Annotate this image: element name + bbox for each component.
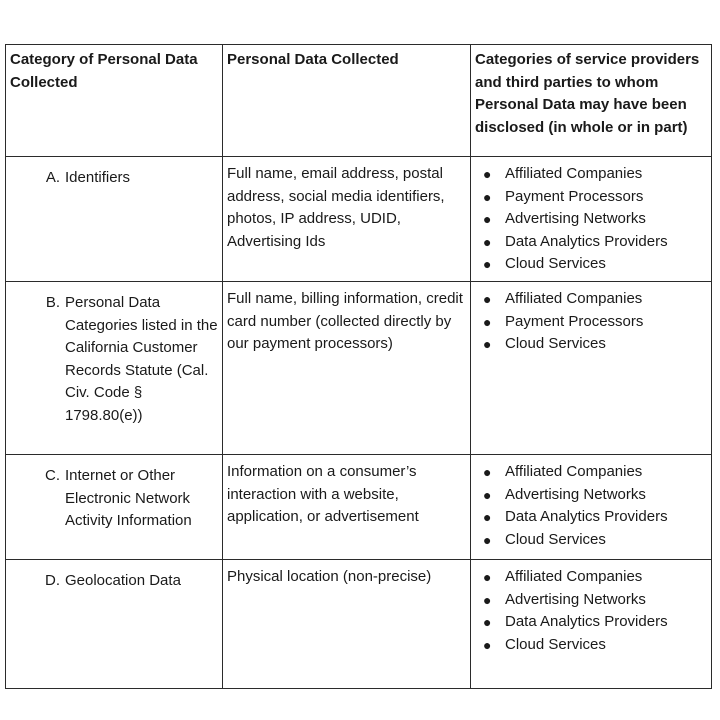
bullet-icon: ● — [483, 336, 492, 352]
category-name: Identifiers — [65, 169, 131, 186]
category-cell — [6, 560, 223, 689]
bullet-icon: ● — [483, 256, 492, 272]
bullet-icon: ● — [483, 636, 492, 653]
personal-data-table — [5, 44, 712, 689]
list-item: ● Payment Processors — [475, 311, 707, 334]
bullet-icon: ● — [483, 591, 492, 608]
list-item: ● Data Analytics Providers — [475, 506, 707, 529]
bullet-icon: ● — [483, 486, 492, 503]
list-item: ● Affiliated Companies — [475, 461, 707, 484]
category-name: Internet or Other Electronic Network Activity Information — [65, 467, 192, 529]
recipients-cell — [471, 455, 712, 560]
category-cell — [6, 455, 223, 560]
recipients-cell — [471, 157, 712, 282]
category-letter: C. — [45, 467, 60, 484]
header-data-collected: Personal Data Collected — [223, 45, 471, 157]
bullet-icon: ● — [483, 233, 492, 250]
category-letter: D. — [45, 572, 60, 589]
list-item: ● Data Analytics Providers — [475, 611, 707, 634]
category-name: Geolocation Data — [65, 572, 181, 589]
data-collected-cell: Full name, billing information, credit card number (collected directly by our payment processors) — [223, 282, 471, 455]
bullet-icon: ● — [483, 531, 492, 548]
list-item: ● Affiliated Companies — [475, 288, 707, 311]
header-recipients: Categories of service providers and third parties to whom Personal Data may have been disclosed (in whole or in part) — [471, 45, 712, 157]
bullet-icon: ● — [483, 614, 492, 630]
data-collected-cell: Information on a consumer’s interaction with a website, application, or advertisement — [223, 455, 471, 560]
data-collected-cell: Full name, email address, postal address, social media identifiers, photos, IP address, UDID, Advertising Ids — [223, 157, 471, 282]
bullet-icon: ● — [483, 569, 492, 585]
category-letter: A. — [45, 169, 60, 186]
list-item: ● Data Analytics Providers — [475, 231, 707, 254]
table-row — [6, 282, 712, 455]
list-item: ● Advertising Networks — [475, 208, 707, 231]
list-item: ● Advertising Networks — [475, 589, 707, 612]
list-item: ● Cloud Services — [475, 253, 707, 276]
bullet-icon: ● — [483, 509, 492, 525]
table-row — [6, 560, 712, 689]
list-item: ● Affiliated Companies — [475, 566, 707, 589]
list-item: ● Cloud Services — [475, 333, 707, 356]
list-item: ● Cloud Services — [475, 634, 707, 657]
recipients-cell — [471, 560, 712, 689]
bullet-icon: ● — [483, 166, 492, 182]
list-item: ● Payment Processors — [475, 186, 707, 209]
table-row — [6, 455, 712, 560]
category-cell — [6, 157, 223, 282]
table-row — [6, 157, 712, 282]
bullet-icon: ● — [483, 313, 492, 330]
category-letter: B. — [45, 294, 60, 311]
list-item: ● Cloud Services — [475, 529, 707, 552]
header-row — [6, 45, 712, 157]
bullet-icon: ● — [483, 464, 492, 480]
list-item: ● Affiliated Companies — [475, 163, 707, 186]
category-cell — [6, 282, 223, 455]
list-item: ● Advertising Networks — [475, 484, 707, 507]
bullet-icon: ● — [483, 188, 492, 205]
category-name: Personal Data Categories listed in the California Customer Records Statute (Cal. Civ. Code § 1798.80(e)) — [65, 294, 218, 424]
recipients-cell — [471, 282, 712, 455]
bullet-icon: ● — [483, 211, 492, 227]
data-collected-cell: Physical location (non-precise) — [223, 560, 471, 689]
header-category: Category of Personal Data Collected — [6, 45, 223, 157]
bullet-icon: ● — [483, 291, 492, 307]
